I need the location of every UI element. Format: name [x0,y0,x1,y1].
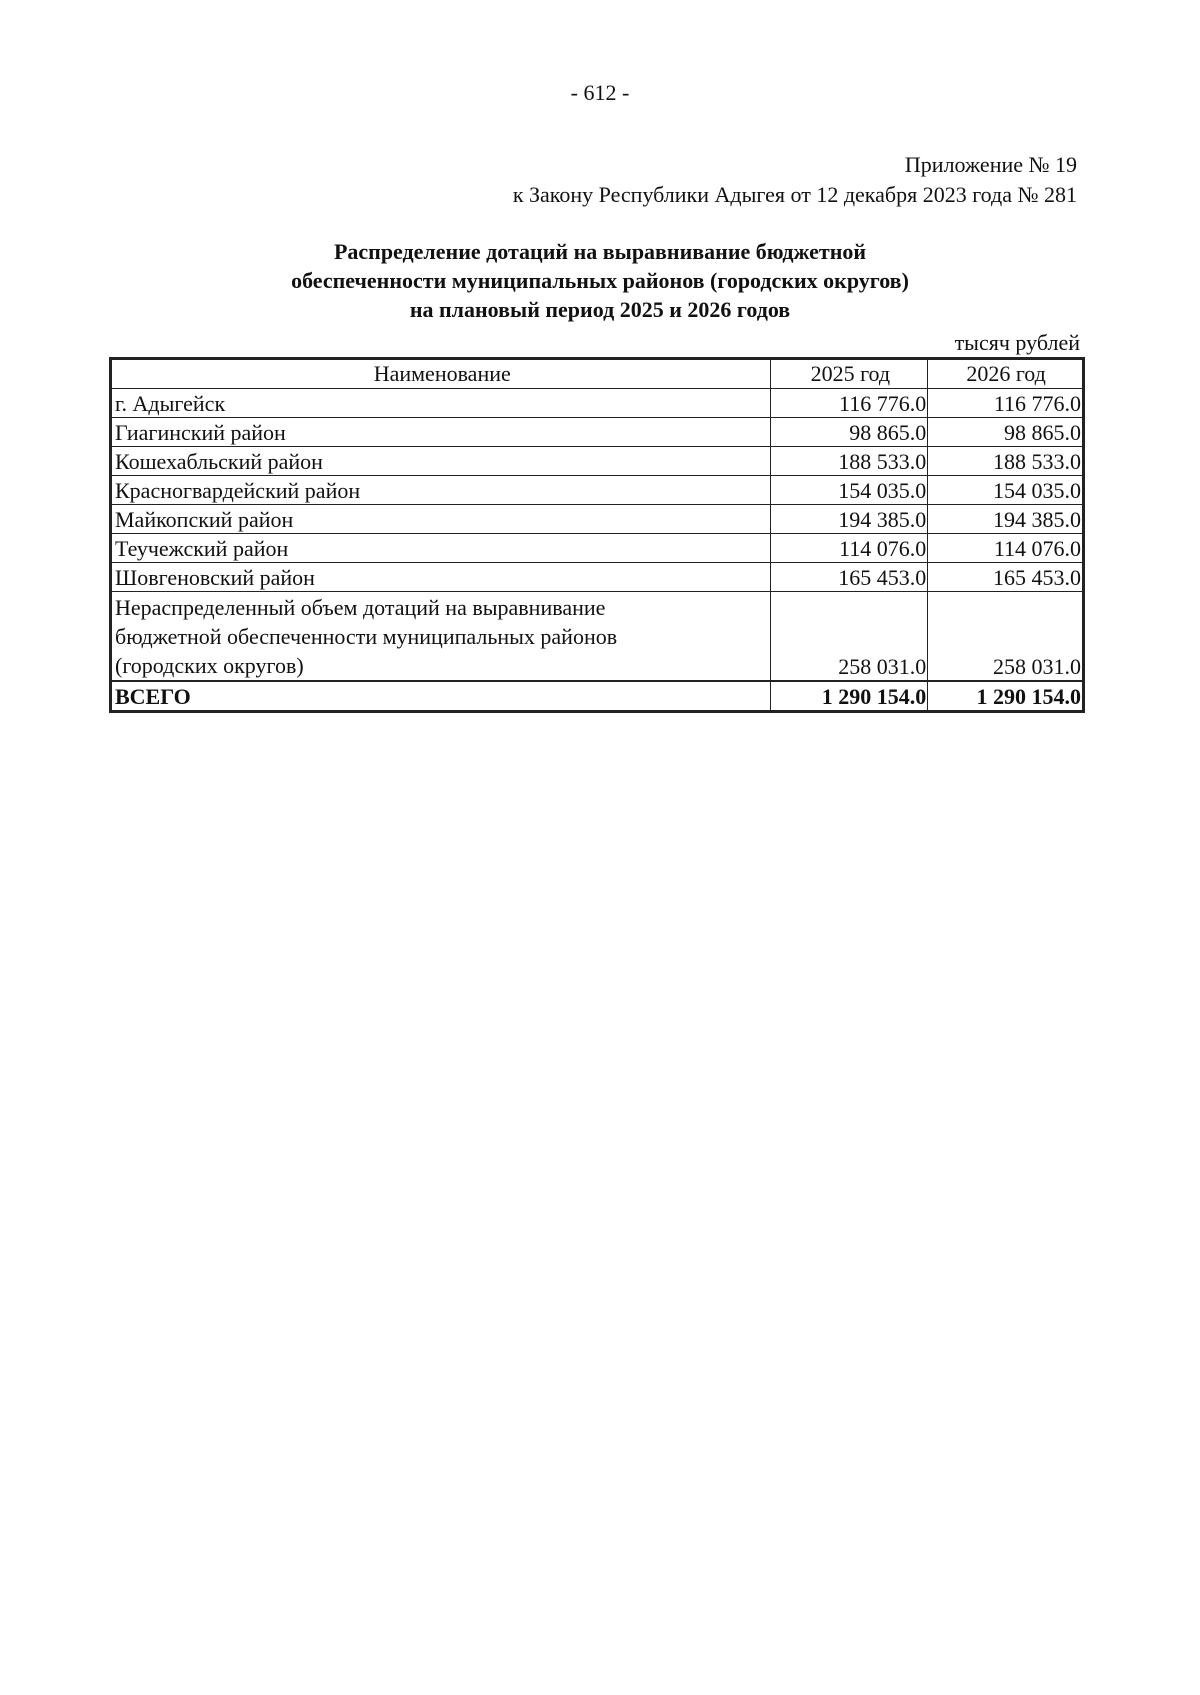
value-2026: 114 076.0 [928,534,1084,563]
total-row [111,681,1084,712]
document-title [150,237,1050,324]
value-2025: 194 385.0 [771,505,928,534]
title-line: на плановый период 2025 и 2026 годов [409,297,791,322]
row-name: Красногвардейский район [111,476,771,505]
table-row [111,505,1084,534]
page-number: - 612 - [570,80,630,105]
value-2026: 194 385.0 [928,505,1084,534]
value-2026: 116 776.0 [928,389,1084,418]
value-2025: 154 035.0 [771,476,928,505]
table-row [111,476,1084,505]
row-name: Майкопский район [111,505,771,534]
title-line: обеспеченности муниципальных районов (городских округов) [291,268,909,293]
table-row [111,563,1084,592]
value-2026: 154 035.0 [928,476,1084,505]
table-row [111,534,1084,563]
row-name-line: Нераспределенный объем дотаций на выравнивание [115,595,606,620]
row-name: г. Адыгейск [111,389,771,418]
row-name-line: (городских округов) [115,653,304,678]
total-2026: 1 290 154.0 [928,681,1084,712]
row-name [111,592,771,682]
row-name: Гиагинский район [111,418,771,447]
table-row [111,418,1084,447]
value-2025: 98 865.0 [771,418,928,447]
subsidy-distribution-table [109,357,1085,713]
table-row [111,447,1084,476]
appendix-number: Приложение № 19 [904,152,1077,177]
appendix-law-reference: к Закону Республики Адыгея от 12 декабря 2023 года № 281 [512,182,1077,207]
column-header-2025: 2025 год [771,359,928,389]
row-name: Теучежский район [111,534,771,563]
row-name: Кошехабльский район [111,447,771,476]
table-row [111,592,1084,682]
title-line: Распределение дотаций на выравнивание бюджетной [333,239,867,264]
value-2026: 188 533.0 [928,447,1084,476]
table-row [111,389,1084,418]
column-header-2026: 2026 год [928,359,1084,389]
row-name-line: бюджетной обеспеченности муниципальных районов [115,624,618,649]
value-2026: 165 453.0 [928,563,1084,592]
total-2025: 1 290 154.0 [771,681,928,712]
value-2025: 114 076.0 [771,534,928,563]
value-2026: 258 031.0 [928,592,1084,682]
units-label: тысяч рублей [954,330,1080,355]
value-2025: 116 776.0 [771,389,928,418]
column-header-name: Наименование [111,359,771,389]
table-header-row [111,359,1084,389]
row-name: Шовгеновский район [111,563,771,592]
value-2025: 188 533.0 [771,447,928,476]
value-2025: 258 031.0 [771,592,928,682]
value-2026: 98 865.0 [928,418,1084,447]
total-label: ВСЕГО [111,681,771,712]
value-2025: 165 453.0 [771,563,928,592]
appendix-reference [513,150,1077,210]
